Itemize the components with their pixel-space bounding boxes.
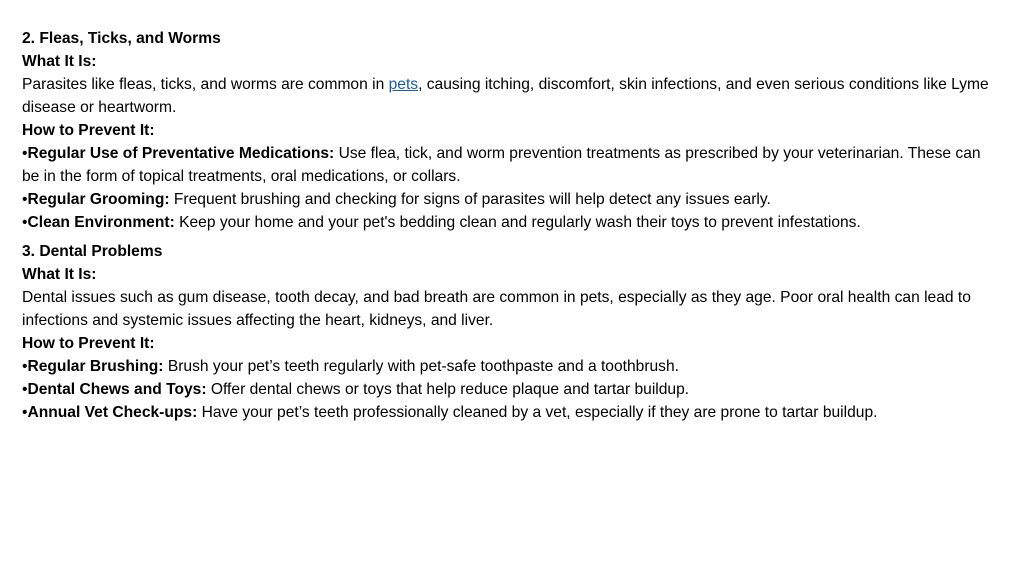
bullet-text: Frequent brushing and checking for signs of parasites will help detect any issues early.	[169, 191, 771, 208]
bullet-term: Regular Brushing:	[27, 358, 164, 375]
bullet-marker: •	[22, 145, 28, 162]
what-text-after: , causing itching, discomfort, skin infections, and even serious conditions like Lyme disease or heartworm.	[22, 76, 989, 116]
list-item	[22, 211, 1002, 234]
section-title: 3. Dental Problems	[22, 243, 163, 260]
bullet-term: Annual Vet Check-ups:	[27, 404, 198, 421]
bullet-term: Clean Environment:	[27, 214, 175, 231]
pets-link[interactable]: pets	[388, 76, 419, 93]
bullet-term: Regular Grooming:	[27, 191, 170, 208]
how-to-prevent-label: How to Prevent It:	[22, 122, 155, 139]
bullet-term: Regular Use of Preventative Medications:	[27, 145, 335, 162]
what-it-is-label: What It Is:	[22, 53, 97, 70]
document-page	[22, 27, 1002, 424]
bullet-text: Offer dental chews or toys that help reduce plaque and tartar buildup.	[206, 381, 690, 398]
list-item	[22, 188, 1002, 211]
list-item	[22, 142, 1002, 188]
bullet-marker: •	[22, 214, 28, 231]
list-item	[22, 401, 1002, 424]
what-text-before: Parasites like fleas, ticks, and worms are common in	[22, 76, 389, 93]
what-it-is-text: Dental issues such as gum disease, tooth decay, and bad breath are common in pets, especially as they age. Poor oral health can lead to infections and systemic issues affecting the heart, kidneys, and liver.	[22, 289, 971, 329]
how-to-prevent-label: How to Prevent It:	[22, 335, 155, 352]
bullet-marker: •	[22, 191, 28, 208]
bullet-marker: •	[22, 358, 28, 375]
bullet-term: Dental Chews and Toys:	[27, 381, 207, 398]
bullet-text: Brush your pet’s teeth regularly with pet-safe toothpaste and a toothbrush.	[163, 358, 679, 375]
bullet-text: Use flea, tick, and worm prevention treatments as prescribed by your veterinarian. These can be in the form of topical treatments, oral medications, or collars.	[22, 145, 981, 185]
section-title: 2. Fleas, Ticks, and Worms	[22, 30, 221, 47]
list-item	[22, 355, 1002, 378]
bullet-text: Have your pet’s teeth professionally cleaned by a vet, especially if they are prone to tartar buildup.	[197, 404, 878, 421]
list-item	[22, 378, 1002, 401]
what-it-is-label: What It Is:	[22, 266, 97, 283]
section-fleas-ticks-worms	[22, 27, 1002, 234]
section-dental-problems	[22, 240, 1002, 424]
bullet-marker: •	[22, 404, 28, 421]
bullet-marker: •	[22, 381, 28, 398]
what-it-is-text	[22, 73, 1002, 119]
bullet-text: Keep your home and your pet's bedding clean and regularly wash their toys to prevent infestations.	[174, 214, 861, 231]
